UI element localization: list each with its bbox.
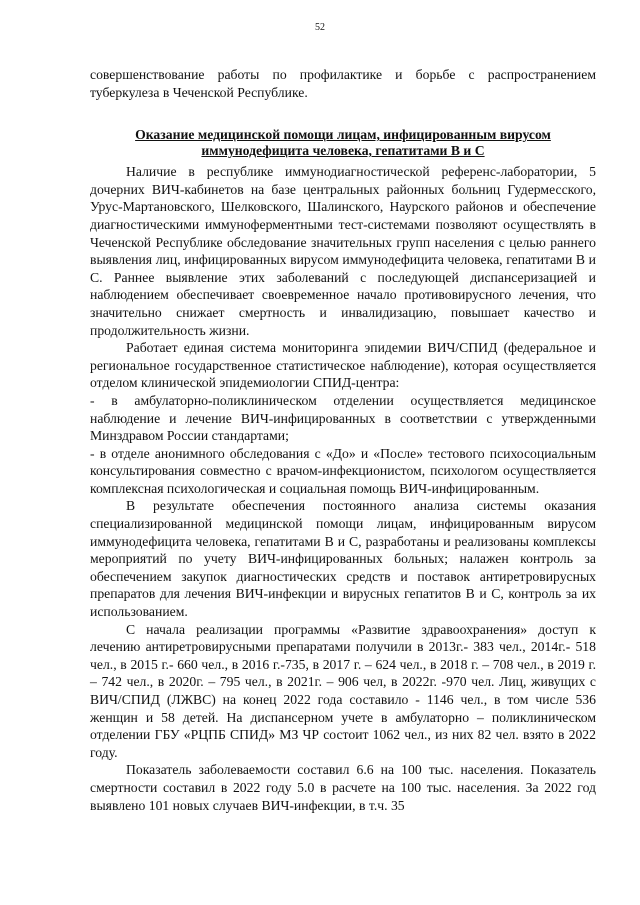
paragraph-monitoring-system: Работает единая система мониторинга эпидемии ВИЧ/СПИД (федеральное и региональное государственное статистическое наблюдение), которая осуществляется отделом клинической эпидемиологии СПИД-центра: (90, 340, 596, 391)
section-heading-line2: иммунодефицита человека, гепатитами В и С (201, 143, 485, 159)
paragraph-hiv-diagnostics: Наличие в республике иммунодиагностической референс-лаборатории, 5 дочерних ВИЧ-кабинетов на базе центральных районных больниц Гудермесского, Урус-Мартановского, Шелковского, Шалинского, Наурского районов и обеспечение диагностическими иммуноферментными тест-системами позволяют осуществлять в Чеченской Республике обследование значительных групп населения с целью раннего выявления лиц, инфицированных вирусом иммунодефицита человека, гепатитами В и С. Раннее выявление этих заболеваний с последующей диспансеризацией и наблюдением обеспечивает своевременное начало противовирусного лечения, что значительно снижает смертность и инвалидизацию, повышает качество и продолжительность жизни. (90, 164, 596, 338)
paragraph-program-treatment: С начала реализации программы «Развитие здравоохранения» доступ к лечению антиретровирусными препаратами получили в 2013г.- 383 чел., 2014г.- 518 чел., в 2015 г.- 660 чел., в 2016 г.-735, в 2017 г. – 624 чел., в 2018 г. – 708 чел., в 2019 г. – 742 чел., в 2020г. – 795 чел., в 2021г. – 906 чел, в 2022г. -970 чел. Лиц, живущих с ВИЧ/СПИД (ЛЖВС) на конец 2022 года составило - 1146 чел., в том числе 536 женщин и 58 детей. На диспансерном учете в амбулаторно – поликлиническом отделении ГБУ «РЦПБ СПИД» МЗ ЧР состоит 1062 чел., из них 82 чел. взято в 2022 году. (90, 621, 596, 760)
list-item-outpatient: - в амбулаторно-поликлиническом отделении осуществляется медицинское наблюдение и лечение ВИЧ-инфицированных в соответствии с утвержденными Минздравом России стандартами; (90, 392, 596, 444)
section-heading (90, 127, 596, 159)
intro-paragraph: совершенствование работы по профилактике и борьбе с распространением туберкулеза в Чеченской Республике. (90, 67, 596, 100)
page-number: 52 (315, 22, 325, 33)
section-heading-line1: Оказание медицинской помощи лицам, инфицированным вирусом (135, 127, 551, 143)
paragraph-incidence-rates: Показатель заболеваемости составил 6.6 на 100 тыс. населения. Показатель смертности составил в 2022 году 5.0 в расчете на 100 тыс. населения. За 2022 год выявлено 101 новых случаев ВИЧ-инфекции, в т.ч. 35 (90, 762, 596, 813)
list-item-anonymous-testing: - в отделе анонимного обследования с «До» и «После» тестового психосоциальным консультирования совместно с врачом-инфекционистом, психологом осуществляется комплексная психологическая и социальная помощь ВИЧ-инфицированным. (90, 445, 596, 496)
page-content (90, 66, 596, 814)
paragraph-analysis-results: В результате обеспечения постоянного анализа системы оказания специализированной медицинской помощи лицам, инфицированным вирусом иммунодефицита человека, гепатитами В и С, разработаны и реализованы комплексы мероприятий по учету ВИЧ-инфицированных больных; налажен контроль за обеспечением закупок диагностических средств и поставок антиретровирусных препаратов для лечения ВИЧ-инфекции и вирусных гепатитов В и С, контроль за их использованием. (90, 498, 596, 620)
